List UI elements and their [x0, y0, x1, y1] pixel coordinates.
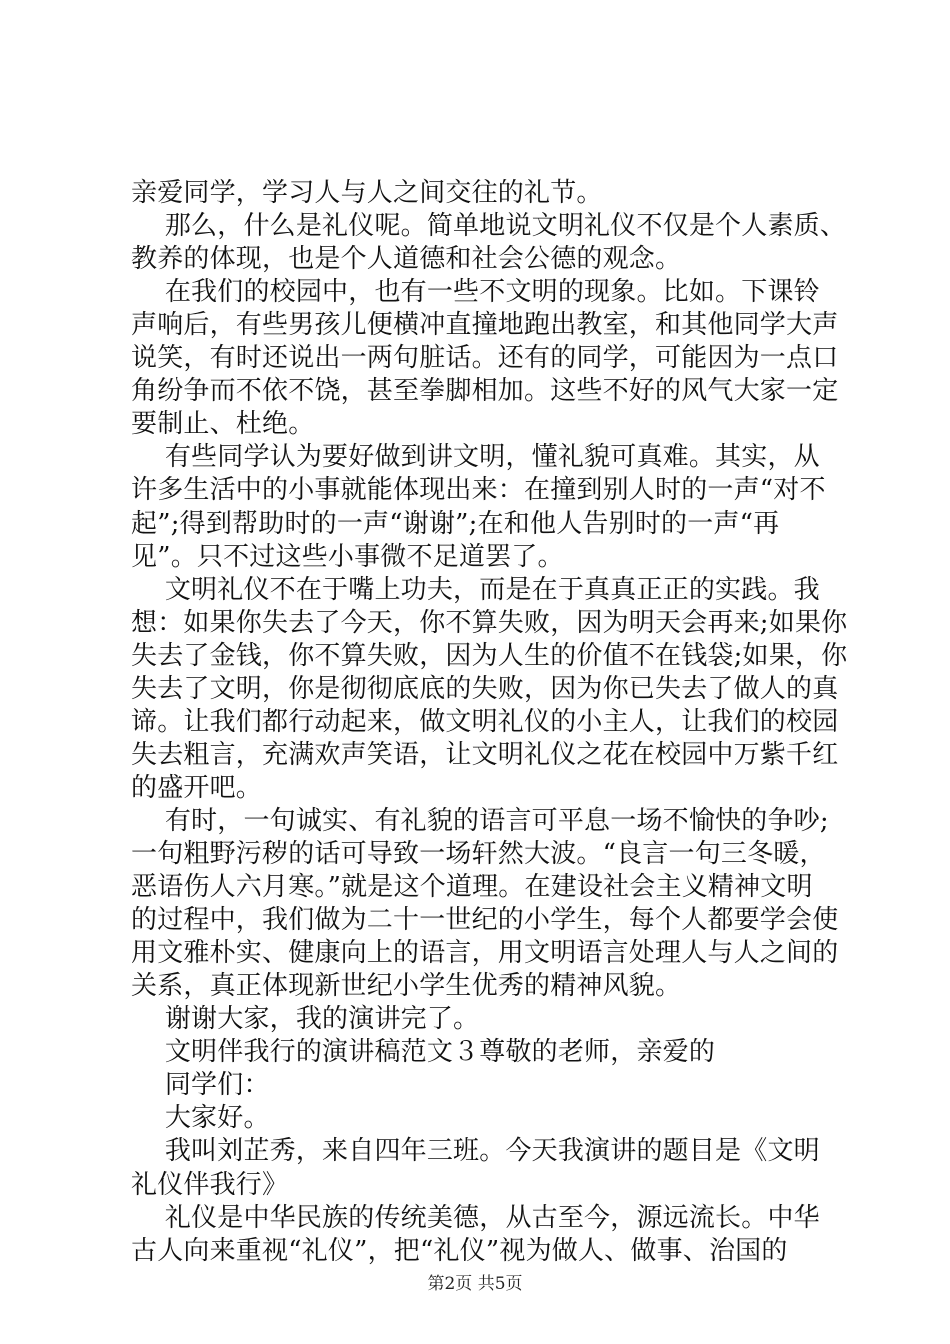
text-line: 在我们的校园中，也有一些不文明的现象。比如。下课铃	[131, 277, 820, 308]
text-line: 角纷争而不依不饶，甚至拳脚相加。这些不好的风气大家一定	[131, 376, 839, 407]
text-line: 用文雅朴实、健康向上的语言，用文明语言处理人与人之间的	[131, 938, 839, 969]
text-line: 那么，什么是礼仪呢。简单地说文明礼仪不仅是个人素质、	[131, 211, 847, 242]
text-line: 文明礼仪不在于嘴上功夫，而是在于真真正正的实践。我	[131, 574, 820, 605]
text-line: 起”;得到帮助时的一声“谢谢”;在和他人告别时的一声“再	[131, 508, 780, 539]
text-line: 的过程中，我们做为二十一世纪的小学生，每个人都要学会使	[131, 905, 839, 936]
text-line: 说笑，有时还说出一两句脏话。还有的同学，可能因为一点口	[131, 343, 839, 374]
text-line: 我叫刘芷秀，来自四年三班。今天我演讲的题目是《文明	[131, 1136, 820, 1167]
text-line: 有时，一句诚实、有礼貌的语言可平息一场不愉快的争吵;	[131, 805, 829, 836]
text-line: 教养的体现，也是个人道德和社会公德的观念。	[131, 244, 682, 275]
text-line: 文明伴我行的演讲稿范文３尊敬的老师，亲爱的	[131, 1037, 716, 1068]
text-line: 失去了金钱，你不算失败，因为人生的价值不在钱袋;如果，你	[131, 640, 848, 671]
text-line: 见”。只不过这些小事微不足道罢了。	[131, 541, 564, 572]
text-line: 大家好。	[131, 1103, 270, 1134]
page-footer: 第2页 共5页	[427, 1274, 523, 1294]
text-line: 关系，真正体现新世纪小学生优秀的精神风貌。	[131, 971, 682, 1002]
text-line: 声响后，有些男孩儿便横冲直撞地跑出教室，和其他同学大声	[131, 310, 839, 341]
text-line: 有些同学认为要好做到讲文明，懂礼貌可真难。其实，从	[131, 442, 820, 473]
text-line: 恶语伤人六月寒。”就是这个道理。在建设社会主义精神文明	[131, 872, 813, 903]
text-line: 许多生活中的小事就能体现出来：在撞到别人时的一声“对不	[131, 475, 826, 506]
text-line: 礼仪伴我行》	[131, 1169, 289, 1200]
text-line: 亲爱同学，学习人与人之间交往的礼节。	[131, 178, 603, 208]
text-line: 一句粗野污秽的话可导致一场轩然大波。“良言一句三冬暖，	[131, 839, 826, 869]
text-line: 谛。让我们都行动起来，做文明礼仪的小主人，让我们的校园	[131, 706, 839, 737]
text-line: 的盛开吧。	[131, 772, 263, 803]
text-line: 想：如果你失去了今天，你不算失败，因为明天会再来;如果你	[131, 607, 848, 638]
text-line: 失去粗言，充满欢声笑语，让文明礼仪之花在校园中万紫千红	[131, 739, 839, 770]
text-line: 失去了文明，你是彻彻底底的失败，因为你已失去了做人的真	[131, 673, 839, 704]
text-line: 古人向来重视“礼仪”，把“礼仪”视为做人、做事、治国的	[131, 1235, 788, 1266]
text-line: 谢谢大家，我的演讲完了。	[131, 1004, 480, 1035]
text-line: 同学们：	[131, 1070, 270, 1101]
text-line: 礼仪是中华民族的传统美德，从古至今，源远流长。中华	[131, 1202, 820, 1233]
text-line: 要制止、杜绝。	[131, 409, 315, 440]
